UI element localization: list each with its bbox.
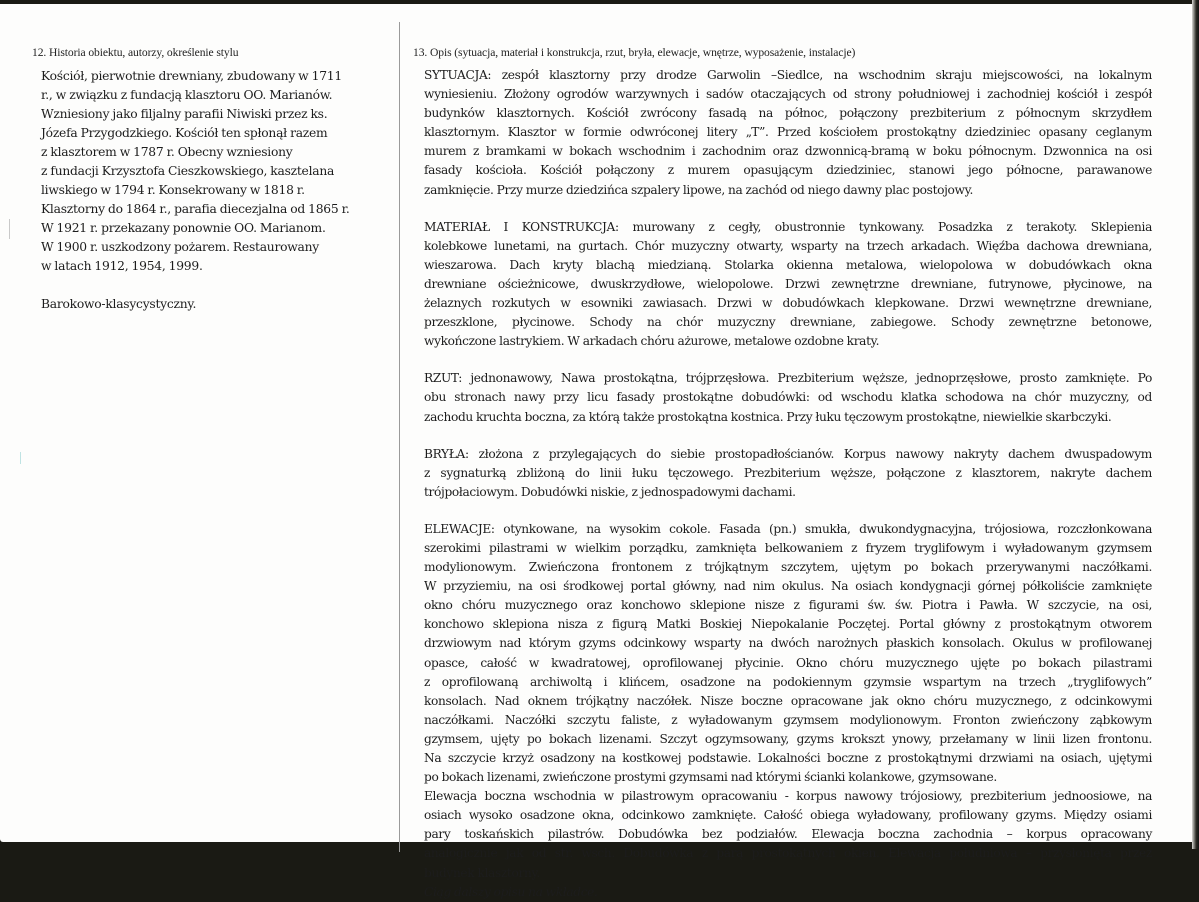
paragraph-elewacje	[424, 520, 1152, 787]
text-line: RZUT: jednonawowy, Nawa prostokątna, trójprzęsłowa. Prezbiterium węższe, jednoprzęsłowe, prosto zamknięte. Po	[424, 371, 1152, 386]
text-line: modylionowym. Zwieńczona frontonem z trójkątnym szczytem, ujętym po bokach przerywanymi naczółkami.	[424, 560, 1152, 575]
history-line: Józefa Przygodzkiego. Kościół ten spłonął razem	[41, 126, 328, 140]
scan-artifact	[9, 219, 10, 239]
text-line: klasztornym. Klasztor w formie odwróconej litery „T”. Przed kościołem prostokątny dziedziniec opasany ceglanym	[424, 125, 1152, 140]
history-text	[41, 67, 392, 276]
text-line: osiach wysoko osadzone okna, odcinkowo zamknięte. Całość obiega wyładowany, profilowany gzyms. Między osiami	[424, 808, 1152, 823]
history-line: liwskiego w 1794 r. Konsekrowany w 1818 r.	[41, 183, 305, 197]
text-line: Elewacja boczna wschodnia w pilastrowym opracowaniu - korpus nawowy trójosiowy, prezbiterium jednoosiowe, na	[424, 789, 1152, 804]
text-line: przeszklone, płycinowe. Schody na chór muzyczny drewniane, zabiegowe. Schody zewnętrzne betonowe,	[424, 315, 1152, 330]
history-line: Kościół, pierwotnie drewniany, zbudowany w 1711	[41, 69, 342, 83]
history-line: r., w związku z fundacją klasztoru OO. Marianów.	[41, 88, 333, 102]
scan-edge	[1192, 0, 1199, 849]
text-line: Na szczycie krzyż osadzony na kostkowej podstawie. Lokalności boczne z prostokątnymi drzwiami na osiach, ujętymi	[424, 751, 1152, 765]
text-line: drzwiowym nad którym gzyms odcinkowy wsparty na dwóch narożnych płaskich konsolach. Okulus w profilowanej	[424, 636, 1152, 651]
text-line: MATERIAŁ I KONSTRUKCJA: murowany z cegły, obustronnie tynkowany. Posadzka z terakoty. Sklepienia	[424, 219, 1152, 234]
history-line: W 1900 r. uszkodzony pożarem. Restaurowany	[41, 240, 319, 254]
text-line: BRYŁA: złożona z przylegających do siebie prostopadłościanów. Korpus nawowy nakryty dachem dwuspadowym	[424, 446, 1152, 461]
history-line: z fundacji Krzysztofa Cieszkowskiego, kasztelana	[41, 164, 335, 178]
text-line: murem z bramkami w bokach wschodnim i zachodnim oraz dzwonnicą-bramą w boku północnym. Dzwonnica na osi	[424, 144, 1152, 159]
section-12-history	[32, 46, 392, 314]
text-line: wyniesieniu. Złożony ogrodów warzywnych i sadów otaczających od strony południowej i zachodniej kościół i zespół	[424, 87, 1152, 102]
text-line: zamknięcie. Przy murze dziedzińca szpalery lipowe, na zachód od niego dawny plac postojowy.	[424, 182, 974, 197]
text-line: opasce, całość w kwadratowej, oprofilowanej płycinie. Okno chóru muzycznego ujęte po bokach pilastrami	[424, 655, 1152, 670]
section-12-heading: 12. Historia obiektu, autorzy, określenie stylu	[32, 46, 239, 59]
text-line: naczółkami. Naczółki szczytu faliste, z wyładowanym gzymsem modylionowym. Fronton zwieńczony ząbkowym	[424, 712, 1152, 727]
scan-artifact	[20, 452, 21, 464]
paragraph-elewacje-boczne	[424, 787, 1152, 902]
document-page	[0, 4, 1192, 899]
history-line: w latach 1912, 1954, 1999.	[41, 259, 203, 273]
text-line: zachodu kruchta boczna, za którą także prostokątna kostnica. Przy łuku tęczowym prostokątne, niewielkie skarbczyki.	[424, 409, 1112, 424]
text-line: budynek klasztorny.	[424, 865, 540, 880]
paragraph-material	[424, 218, 1152, 352]
section-13-description	[413, 46, 1158, 902]
text-line: drewniane ościeżnicowe, dwuskrzydłowe, wielopolowe. Drzwi zewnętrzne drewniane, futrynowe, płycinowe, na	[424, 276, 1152, 291]
text-line: z oprofilowaną archiwoltą i klińcem, osadzone na podokiennym gzymsie wspartym na trzech „tryglifowych”	[424, 674, 1152, 689]
paragraph-bryla	[424, 445, 1152, 502]
text-line: SYTUACJA: zespół klasztorny przy drodze Garwolin –Siedlce, na wschodnim skraju miejscowości, na lokalnym	[424, 68, 1152, 82]
text-line: szerokimi pilastrami w wielkim porządku, zamknięta belkowaniem z fryzem tryglifowym i wyładowanym gzymsem	[424, 540, 1152, 555]
text-line: okno chóru muzycznego oraz konchowo sklepione nisze z figurami św. św. Piotra i Pawła. W szczycie, na osi,	[424, 598, 1152, 613]
text-line: obu stronach nawy przy licu fasady prostokątne dobudówki: od wschodu klatka schodowa na chór muzyczny, od	[424, 390, 1152, 405]
text-line: konchowo sklepiona nisza z figurą Matki Boskiej Niepokalanie Poczętej. Portal główny z prostokątnym otworem	[424, 617, 1152, 632]
history-line: z klasztorem w 1787 r. Obecny wzniesiony	[41, 145, 293, 159]
text-line: wykończone lastrykiem. W arkadach chóru ażurowe, metalowe ozdobne kraty.	[424, 334, 880, 349]
history-line: W 1921 r. przekazany ponownie OO. Marianom.	[41, 221, 326, 235]
text-line: trójpołaciowym. Dobudówki niskie, z jednospadowymi dachami.	[424, 484, 796, 499]
column-divider	[399, 22, 400, 852]
paragraph-sytuacja	[424, 66, 1152, 200]
text-line: żelaznych rozkutych w esowniki zawiasach. Drzwi w dobudówkach klepkowane. Drzwi wewnętrzne drewniane,	[424, 296, 1152, 311]
text-line: wieszarowa. Dach kryty blachą miedzianą. Stolarka okienna metalowa, wielopolowa w dobudówkach okna	[424, 257, 1152, 272]
text-line: z sygnaturką zbliżoną do linii łuku tęczowego. Prezbiterium węższe, połączone z klasztorem, nakryte dachem	[424, 465, 1152, 480]
paragraph-rzut	[424, 369, 1152, 426]
text-line: gzymsem, ujęty po bokach lizenami. Szczyt ogzymsowany, gzyms krokszt ynowy, przełamany w linii lizen frontonu.	[424, 731, 1152, 746]
text-line: pary toskańskich pilastrów. Dobudówka bez podziałów. Elewacja boczna zachodnia – korpus opracowany	[424, 827, 1152, 842]
text-line: po bokach lizenami, zwieńczone prostymi gzymsami nad którymi ścianki kolankowe, gzymsowane.	[424, 770, 997, 785]
style-designation: Barokowo-klasycystyczny.	[41, 297, 197, 311]
history-line: Wzniesiony jako filjalny parafii Niwiski przez ks.	[41, 107, 328, 121]
text-line: analogicznie jak od str. wsch. Dobudówka z parą prostokątnych okien. Elewacja południowa – przysłonięta przez	[424, 846, 1152, 861]
text-line: ELEWACJE: otynkowane, na wysokim cokole. Fasada (pn.) smukła, dwukondygnacyjna, trójosiowa, rozczłonkowana	[424, 521, 1152, 536]
history-line: Klasztorny do 1864 r., parafia diecezjalna od 1865 r.	[41, 202, 350, 216]
text-line: konsolach. Nad oknem trójkątny naczółek. Nisze boczne opracowane jak okno chóru muzycznego, z odcinkowymi	[424, 693, 1152, 708]
text-line: kolebkowe lunetami, na gurtach. Chór muzyczny otwarty, wsparty na trzech arkadach. Więźba dachowa drewniana,	[424, 238, 1152, 253]
section-13-heading: 13. Opis (sytuacja, materiał i konstrukcja, rzut, bryła, elewacje, wnętrze, wyposażenie, instalacje)	[413, 46, 856, 59]
text-line: fasady kościoła. Kościół połączony z murem opasującym dziedziniec, stanowi jego północne, parawanowe	[424, 163, 1152, 178]
continued-note: Ciąg dalszy opisu na wkładce.	[424, 884, 598, 899]
description-body	[424, 66, 1152, 902]
text-line: budynków klasztornych. Kościół zwrócony fasadą na północ, połączony prezbiterium z północnym skrzydłem	[424, 106, 1152, 121]
text-line: W przyziemiu, na osi środkowej portal główny, nad nim okulus. Na osiach kondygnacji górnej półkoliście zamknięte	[424, 579, 1152, 594]
